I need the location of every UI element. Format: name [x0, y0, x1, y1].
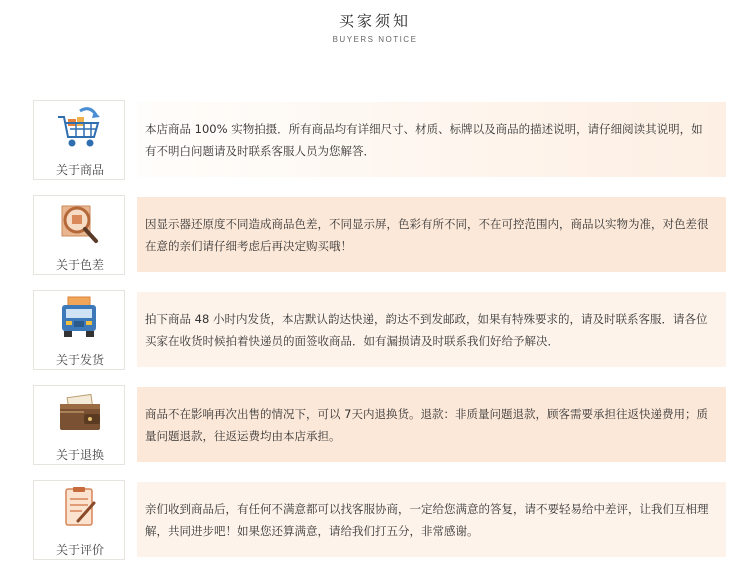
- notice-label: 关于退换: [55, 448, 104, 462]
- page-subtitle: BUYERS NOTICE: [332, 35, 418, 44]
- notice-icon-card: [33, 100, 125, 180]
- notice-text: 拍下商品 48 小时内发货，本店默认韵达快递，韵达不到发邮政，如果有特殊要求的，请及时联系客服．请各位买家在收货时候拍着快递员的面签收商品．如有漏损请及时联系我们好给予解决．: [137, 292, 726, 367]
- notice-label: 关于色差: [55, 258, 104, 272]
- notice-icon-card: [33, 480, 125, 560]
- notice-label: 关于商品: [55, 163, 104, 177]
- notice-label: 关于评价: [55, 543, 104, 557]
- notice-row-return: [33, 385, 726, 465]
- delivery-truck-icon: [54, 295, 106, 343]
- notice-icon-card: [33, 290, 125, 370]
- wallet-icon: [54, 390, 106, 438]
- page-header: [0, 10, 750, 44]
- notice-row-shipping: [33, 290, 726, 370]
- notice-label: 关于发货: [55, 353, 104, 367]
- notice-text: 商品不在影响再次出售的情况下，可以 7天内退换货。退款：非质量问题退款，顾客需要承担往返快递费用；质量问题退款，往返运费均由本店承担。: [137, 387, 726, 462]
- notice-icon-card: [33, 195, 125, 275]
- notice-row-product: [33, 100, 726, 180]
- notice-text: 本店商品 100% 实物拍摄．所有商品均有详细尺寸、材质、标牌以及商品的描述说明，请仔细阅读其说明，如有不明白问题请及时联系客服人员为您解答．: [137, 102, 726, 177]
- notice-icon-card: [33, 385, 125, 465]
- notice-row-color: [33, 195, 726, 275]
- notice-text: 因显示器还原度不同造成商品色差，不同显示屏，色彩有所不同，不在可控范围内，商品以实物为准，对色差很在意的亲们请仔细考虑后再决定购买哦！: [137, 197, 726, 272]
- notice-text: 亲们收到商品后，有任何不满意都可以找客服协商，一定给您满意的答复，请不要轻易给中差评，让我们互相理解，共同进步吧！如果您还算满意，请给我们打五分，非常感谢。: [137, 482, 726, 557]
- clipboard-icon: [54, 485, 106, 533]
- magnifier-icon: [54, 200, 106, 248]
- notice-row-review: [33, 480, 726, 560]
- page-title: 买家须知: [338, 12, 411, 30]
- shopping-cart-icon: [54, 105, 106, 153]
